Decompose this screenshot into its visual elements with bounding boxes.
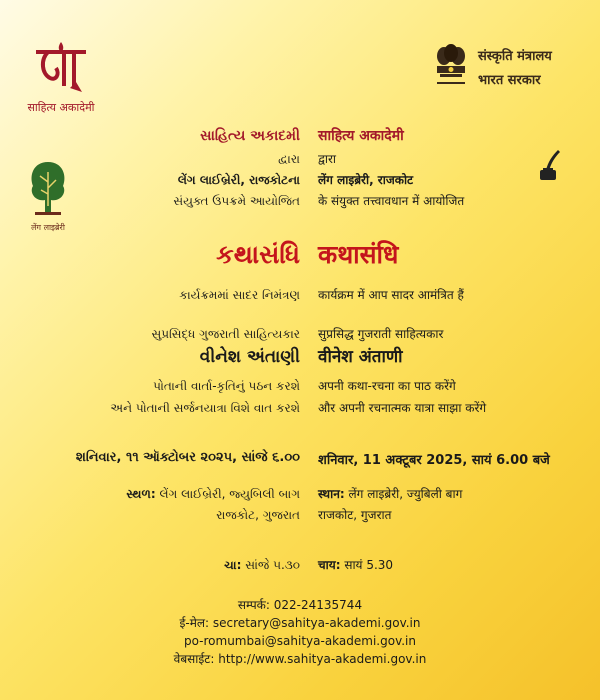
email-label: ई-मेल: [179, 616, 210, 630]
gujarati-venue-line1: લેંગ લાઈબ્રેરી, જ્યુબિલી બાગ [159, 487, 300, 501]
gujarati-invite: કાર્યક્રમમાં સાદર નિમંત્રણ [179, 288, 300, 302]
contact-phone [0, 596, 600, 614]
gujarati-writer-intro: સુપ્રસિદ્ધ ગુજરાતી સાહિત્યકાર [151, 327, 300, 341]
gujarati-writer-name: વીનેશ અંતાણી [199, 347, 300, 367]
email-secretary[interactable]: secretary@sahitya-akademi.gov.in [212, 616, 421, 630]
hindi-tea [318, 557, 588, 573]
gujarati-event-title: કથાસંધિ [216, 240, 300, 269]
hindi-tea-time: सायं 5.30 [344, 558, 394, 572]
gujarati-journey: અને પોતાની સર્જનયાત્રા વિશે વાત કરશે [110, 401, 300, 415]
hindi-collab: के संयुक्त तत्त्वावधान में आयोजित [318, 194, 465, 208]
gujarati-venue-label: સ્થળ: [126, 487, 156, 501]
sahitya-emblem-icon [30, 38, 92, 94]
lang-library-logo [20, 158, 76, 233]
gujarati-org-name: સાહિત્ય અકાદમી [200, 128, 300, 144]
hindi-invite: कार्यक्रम में आप सादर आमंत्रित हैं [318, 288, 464, 302]
website-label: वेबसाईट: [173, 652, 215, 666]
gujarati-by: દ્વારા [278, 152, 300, 166]
email-regional-office[interactable]: po-romumbai@sahitya-akademi.gov.in [183, 634, 416, 648]
hindi-org-name: साहित्य अकादेमी [318, 128, 404, 144]
hindi-tea-label: चाय: [318, 558, 341, 572]
national-emblem-icon [432, 42, 470, 94]
gujarati-venue [80, 486, 300, 502]
gujarati-date: શનિવાર, ૧૧ ઑક્ટોબર ૨૦૨૫, સાંજે ૬.૦૦ [75, 450, 300, 465]
hindi-date: शनिवार, 11 अक्टूबर 2025, सायं 6.00 बजे [318, 453, 550, 468]
hindi-by: द्वारा [318, 152, 337, 166]
gujarati-collab: સંયુક્ત ઉપક્રમે આયોજિત [173, 194, 300, 208]
hindi-venue [318, 486, 588, 502]
hindi-reading: अपनी कथा-रचना का पाठ करेंगे [318, 379, 456, 393]
hindi-writer-name: वीनेश अंताणी [318, 347, 403, 367]
tree-icon [23, 158, 73, 218]
sahitya-logo-caption: साहित्य अकादेमी [27, 101, 95, 114]
phone-label: सम्पर्क: [237, 598, 270, 612]
hindi-venue-line2: राजकोट, गुजरात [318, 508, 392, 522]
hindi-library: लेंग लाइब्रेरी, राजकोट [318, 173, 414, 187]
contact-website [0, 650, 600, 668]
hindi-venue-label: स्थान: [318, 487, 345, 501]
tree-logo-caption: लेंग लाइब्रेरी [31, 223, 65, 232]
hindi-event-title: कथासंधि [318, 240, 399, 269]
ministry-name: संस्कृति मंत्रालय [478, 49, 552, 64]
gujarati-tea-time: સાંજે ૫.૩૦ [245, 558, 300, 572]
sahitya-akademi-logo [26, 38, 96, 115]
website-url[interactable]: http://www.sahitya-akademi.gov.in [218, 652, 427, 666]
contact-email [0, 614, 600, 632]
phone-number[interactable]: 022-24135744 [273, 598, 363, 612]
gujarati-venue-line2: રાજકોટ, ગુજરાત [216, 508, 300, 522]
gujarati-tea [80, 557, 300, 573]
gujarati-library: લેંગ લાઈબ્રેરી, રાજકોટના [177, 173, 300, 187]
hindi-writer-intro: सुप्रसिद्ध गुजराती साहित्यकार [318, 327, 444, 341]
gujarati-reading: પોતાની વાર્તા-કૃતિનું પઠન કરશે [153, 379, 300, 393]
gujarati-tea-label: ચા: [224, 558, 242, 572]
hindi-journey: और अपनी रचनात्मक यात्रा साझा करेंगे [318, 401, 487, 415]
hindi-venue-line1: लेंग लाइब्रेरी, ज्युबिली बाग [348, 487, 463, 501]
government-name: भारत सरकार [478, 73, 541, 88]
